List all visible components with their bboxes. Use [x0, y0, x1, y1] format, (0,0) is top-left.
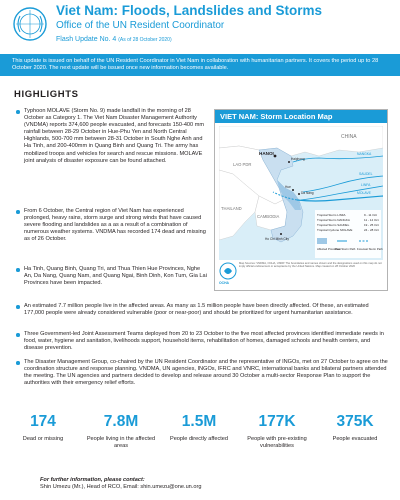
stat-evacuated-value: 375K: [336, 413, 374, 430]
map-label-haiphong: Haiphong: [291, 157, 305, 161]
map-legend: [315, 210, 383, 258]
highlight-bullet-6: The Disaster Management Group, co-chaired by the UN Resident Coordinator and the representative of INGOs, met on 27 October to agree on the coordination structure and response planning. VNDMA, UN agencies, INGOs, IFRC and VNRC, international banks and bilateral partners attended the meeting. The UN agencies and partners decided to develop and release around 30 October a multi-sector Response Plan to support the authorities with their emergency relief efforts.: [24, 359, 390, 387]
page-title: Viet Nam: Floods, Landslides and Storms: [56, 3, 323, 18]
ocha-label: OCHA: [219, 281, 229, 285]
highlight-bullet-1: Typhoon MOLAVE (Storm No. 9) made landfall in the morning of 28 October as Category 1. The Viet Nam Disaster Management Authority (VNDMA) reports 374,600 people evacuated, and forecasts 150-400 mm rainfall between 28-29 October in Hue-Phu Yen and North Central Highlands, 500-700 mm between 28-31 October in South Nghe Anh and Ha Tinh, and 200-400mm in Quang Binh and Quang Tri. The army has mobilized troops and vehicles for search and rescue missions. MOLAVE joint analysis of disaster exposure can be found attached.: [24, 108, 208, 165]
contact-footer: [40, 477, 201, 491]
footer-heading: For further information, please contact:: [40, 477, 145, 483]
page-subtitle: Office of the UN Resident Coordinator: [56, 20, 225, 31]
track-saudel: [303, 176, 383, 192]
un-emblem-icon: [12, 6, 48, 42]
legend-saudel-date: 19 - 25 Oct: [364, 223, 379, 227]
legend-affected: Affected Provinces: [317, 247, 341, 251]
flash-update-line: [56, 36, 172, 43]
map-label-lao: LAO PDR: [233, 162, 252, 167]
stat-directly-affected-value: 1.5M: [181, 413, 217, 430]
legend-nangka-date: 11 - 14 Oct: [364, 218, 379, 222]
storm-location-map: [214, 109, 388, 291]
map-label-hanoi: HANOI: [259, 151, 274, 156]
map-title: VIET NAM: Storm Location Map: [215, 110, 387, 123]
highlights-heading: HIGHLIGHTS: [14, 89, 79, 100]
page-header: [0, 0, 400, 50]
highlight-bullet-5: Three Government-led Joint Assessment Teams deployed from 20 to 23 October to the five most affected provinces identified immediate needs in food, water, hygiene and sanitation, livelihoods support, household items, rehabilitation of homes, damaged schools and health centers, and disease prevention.: [24, 331, 390, 352]
highlight-bullet-3: Ha Tinh, Quang Binh, Quang Tri, and Thua Thien Hue Provinces, Nghe An, Da Nang, Quang Nam, and Quang Ngai, Binh Dinh, Kon Tum, Gia Lai Provinces have been impacted.: [24, 266, 207, 287]
legend-past-path: Past Storm Path: [335, 247, 356, 251]
map-label-hcmc: Ho Chi Minh City: [265, 237, 289, 241]
flash-update-number: Flash Update No. 4: [56, 36, 117, 43]
stat-vulnerable-label: People with pre-existing vulnerabilities: [247, 436, 307, 449]
highlight-bullet-4: An estimated 7.7 million people live in the affected areas. As many as 1.5 million people have been directly affected. Of these, an estimated 177,000 people were already considered vulnerable (poor or near-poor) and should be prioritized for urgent humanitarian assistance.: [24, 303, 390, 317]
legend-nangka: Tropical Storm NANGKA: [317, 218, 350, 222]
legend-linfa-date: 9 - 11 Oct: [364, 213, 377, 217]
legend-saudel: Tropical Storm SAUDEL: [317, 223, 350, 227]
stat-dead-missing-value: 174: [30, 413, 56, 430]
map-label-cambodia: CAMBODIA: [257, 214, 280, 219]
map-svg: [219, 126, 383, 260]
stat-directly-affected-label: People directly affected: [169, 436, 229, 442]
map-canvas: [219, 126, 383, 260]
stat-living-affected-label: People living in the affected areas: [86, 436, 156, 449]
footer-contact[interactable]: Shin Umezu (Mr.), Head of RCO, Email: shin.umezu@one.un.org: [40, 484, 202, 490]
legend-forecast-path: Forecast Storm Path: [357, 247, 383, 251]
map-label-molave: MOLAVE: [357, 191, 371, 195]
map-label-thailand: THAILAND: [221, 206, 242, 211]
map-label-saudel: SAUDEL: [359, 172, 373, 176]
legend-linfa: Tropical Storm LINFA: [317, 213, 346, 217]
legend-molave: Tropical Cyclone MOLAVE: [317, 228, 353, 232]
legend-molave-date: 24 - 28 Oct: [364, 228, 379, 232]
intro-banner: This update is issued on behalf of the UN Resident Coordinator in Viet Nam in collaboration with humanitarian partners. It covers the period up to 28 October 2020. The next update will be issued once new information becomes available.: [0, 54, 400, 76]
stat-living-affected-value: 7.8M: [103, 413, 139, 430]
map-label-china: CHINA: [341, 134, 357, 140]
map-label-nangka: NANGKA: [357, 152, 372, 156]
stat-dead-missing-label: Dead or missing: [22, 436, 64, 442]
stat-evacuated-label: People evacuated: [332, 436, 378, 442]
map-credit: Map Sources: VNDMA, OCHA, UNDP. The boundaries and names shown and the designations used on this map do not imply official endorsement or acceptance by the United Nations. Map created on 28 October 2020: [239, 262, 382, 269]
map-label-hue: Hue: [285, 185, 291, 189]
map-label-linfa: LINFA: [361, 183, 371, 187]
track-nangka: [293, 156, 383, 162]
flash-update-date: (As of 28 October 2020): [118, 37, 172, 43]
stat-vulnerable-value: 177K: [258, 413, 296, 430]
ocha-logo-icon: [219, 262, 237, 280]
map-label-danang: Da Nang: [301, 191, 314, 195]
highlight-bullet-2: From 6 October, the Central region of Viet Nam has experienced prolonged, heavy rains, storm surge and strong winds that have caused severe flooding and landslides as a as a result of a combination of numerous weather systems. VNDMA has recorded 174 dead and missing as of 26 October.: [24, 208, 208, 243]
